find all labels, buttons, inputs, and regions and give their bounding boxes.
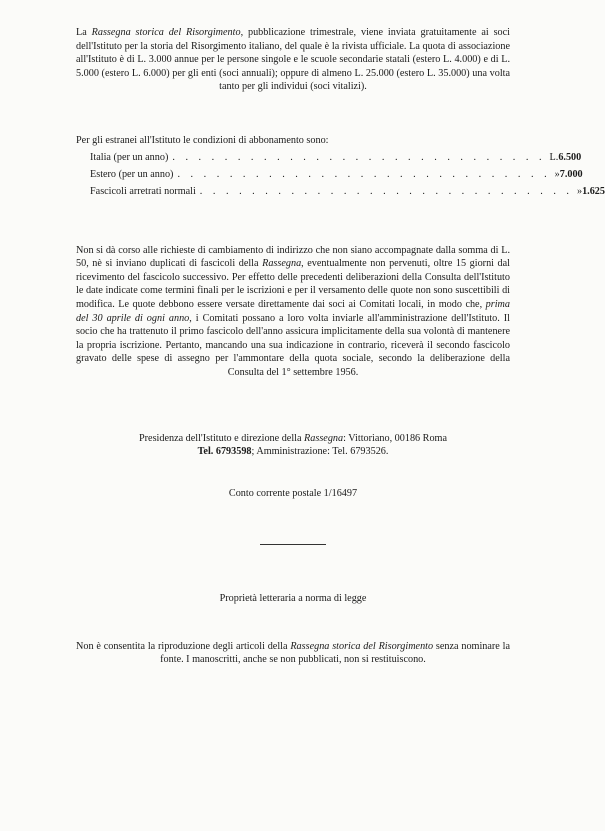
intro-paragraph [76,26,510,94]
reproduction-journal-name: Rassegna storica del Risorgimento [290,640,434,652]
contact-phone-amministrazione: ; Amministrazione: Tel. 6793526. [251,446,389,458]
contact-phone-presidenza: Tel. 6793598 [197,446,252,458]
rate-label: Estero (per un anno) [90,168,174,180]
contact-info [76,432,510,459]
rate-amount: 6.500 [558,151,582,163]
subscription-heading: Per gli estranei all'Istituto le condizioni di abbonamento sono: [76,134,329,146]
intro-text-end: , pubblicazione trimestrale, viene inviata gratuitamente ai soci dell'Istituto per la storia del Risorgimento italiano, del quale è la rivista ufficiale. La quota di associazione all'Istituto è di L. 3.000 annue per le persone singole e le scuole secondarie statali (estero L. 4.000) e di L. 5.000 (estero L. 6.000) per gli enti (soci annuali); oppure di almeno L. 25.000 (estero L. 35.000) una volta tanto per gli individui (soci vitalizi). [76,27,511,93]
divider-line [260,544,326,545]
notice-paragraph [76,244,510,380]
dot-leader: . . . . . . . . . . . . . . . . . . . . . . . . . . . . . [177,168,551,180]
notice-text-2: , eventualmente non pervenuti, oltre 15 giorni dal ricevimento del fascicolo successivo. Per effetto delle precedenti deliberazioni della Consulta dell'Istituto le date indicate come termini finali per le iscrizioni e per il versamento delle quote non sono suscettibili di modifica. Le quote debbono essere versate direttamente dai soci ai Comitati locali, in modo che, [76,258,511,310]
contact-address: : Vittoriano, 00186 Roma [343,432,448,444]
rate-label: Italia (per un anno) [90,151,169,163]
dot-leader: . . . . . . . . . . . . . . . . . . . . . . . . . . . . . [172,151,546,163]
journal-name: Rassegna storica del Risorgimento [91,27,241,38]
rate-currency: L. [549,151,559,163]
notice-text-1: Non si dà corso alle richieste di cambiamento di indirizzo che non siano accompagnate dalla somma di L. 50, nè si inviano duplicati di fascicoli della [76,244,510,270]
journal-short-name: Rassegna [262,258,302,270]
colophon-page [76,26,605,667]
payment-deadline: prima del 30 aprile di ogni anno [76,298,510,324]
rate-currency: » [554,168,560,180]
rate-amount: 1.625 [582,185,605,197]
reproduction-text-1: Non è consentita la riproduzione degli articoli della [76,640,291,652]
subscription-rates [90,151,605,202]
rate-row-estero [90,168,583,185]
contact-text-1: Presidenza dell'Istituto e direzione della [138,432,305,444]
rate-row-italia [90,151,582,168]
intro-text-start: La [76,27,92,38]
reproduction-notice [76,640,510,667]
dot-leader: . . . . . . . . . . . . . . . . . . . . . . . . . . . . . [199,185,573,197]
rate-label: Fascicoli arretrati normali [90,185,196,197]
rate-row-arretrati [90,185,605,202]
copyright-notice: Proprietà letteraria a norma di legge [219,593,367,605]
postal-account: Conto corrente postale 1/16497 [228,487,358,499]
rate-currency: » [576,185,583,197]
reproduction-text-2: senza nominare la fonte. I manoscritti, anche se non pubblicati, non si restituiscono. [160,640,510,666]
contact-journal-name: Rassegna [304,432,344,444]
notice-text-3: , i Comitati possano a loro volta inviarle all'amministrazione dell'Istituto. Il socio che ha trattenuto il primo fascicolo dell'anno assicura implicitamente della sua volontà di mantenere la propria iscrizione. Pertanto, mancando una sua indicazione in contrario, riceverà il secondo fascicolo gravato delle spese di assegno per l'ammontare della quota sociale, secondo la deliberazione della Consulta del 1° settembre 1956. [76,312,510,378]
rate-amount: 7.000 [559,168,583,180]
